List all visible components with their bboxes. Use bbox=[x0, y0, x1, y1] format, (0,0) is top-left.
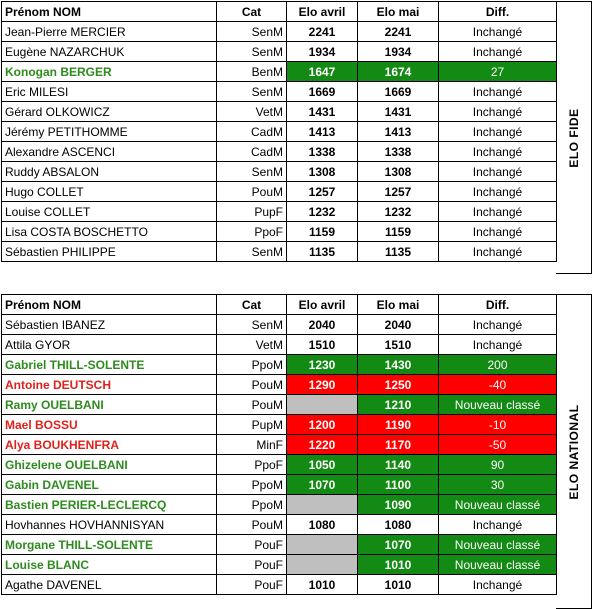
player-name: Agathe DAVENEL bbox=[2, 575, 217, 595]
header-diff: Diff. bbox=[439, 2, 557, 22]
player-category: PpoM bbox=[217, 355, 287, 375]
player-category: PpoM bbox=[217, 475, 287, 495]
player-category: VetM bbox=[217, 102, 287, 122]
elo-avril-value: 1232 bbox=[287, 202, 358, 222]
elo-mai-value: 1080 bbox=[358, 515, 439, 535]
player-category: PouF bbox=[217, 535, 287, 555]
table-row bbox=[2, 435, 557, 455]
player-category: PouM bbox=[217, 182, 287, 202]
player-name: Ruddy ABSALON bbox=[2, 162, 217, 182]
table-row bbox=[2, 142, 557, 162]
table-row bbox=[2, 355, 557, 375]
player-name: Morgane THILL-SOLENTE bbox=[2, 535, 217, 555]
player-name: Louise COLLET bbox=[2, 202, 217, 222]
elo-avril-value: 2241 bbox=[287, 22, 358, 42]
elo-mai-value: 1338 bbox=[358, 142, 439, 162]
elo-avril-value: 1200 bbox=[287, 415, 358, 435]
elo-mai-value: 2241 bbox=[358, 22, 439, 42]
player-name: Ghizelene OUELBANI bbox=[2, 455, 217, 475]
elo-avril-value: 1050 bbox=[287, 455, 358, 475]
elo-diff-value: Inchangé bbox=[439, 182, 557, 202]
elo-mai-value: 1010 bbox=[358, 575, 439, 595]
table-row bbox=[2, 555, 557, 575]
player-name: Attila GYOR bbox=[2, 335, 217, 355]
header-diff: Diff. bbox=[439, 295, 557, 315]
table-row bbox=[2, 242, 557, 262]
table-row bbox=[2, 495, 557, 515]
elo-mai-value: 1674 bbox=[358, 62, 439, 82]
player-name: Hovhannes HOVHANNISYAN bbox=[2, 515, 217, 535]
elo-avril-value: 1159 bbox=[287, 222, 358, 242]
player-name: Alya BOUKHENFRA bbox=[2, 435, 217, 455]
table-row bbox=[2, 22, 557, 42]
header-name: Prénom NOM bbox=[2, 2, 217, 22]
elo-avril-value bbox=[287, 395, 358, 415]
elo-mai-value: 1170 bbox=[358, 435, 439, 455]
elo-avril-value: 1135 bbox=[287, 242, 358, 262]
table-row bbox=[2, 395, 557, 415]
elo-avril-value: 1413 bbox=[287, 122, 358, 142]
player-category: VetM bbox=[217, 335, 287, 355]
elo-avril-value: 1070 bbox=[287, 475, 358, 495]
elo-avril-value: 1510 bbox=[287, 335, 358, 355]
player-name: Gabin DAVENEL bbox=[2, 475, 217, 495]
player-category: CadM bbox=[217, 142, 287, 162]
player-name: Ramy OUELBANI bbox=[2, 395, 217, 415]
table-row bbox=[2, 122, 557, 142]
elo-diff-value: Inchangé bbox=[439, 202, 557, 222]
elo-avril-value: 1647 bbox=[287, 62, 358, 82]
player-name: Bastien PERIER-LECLERCQ bbox=[2, 495, 217, 515]
header-elo-mai: Elo mai bbox=[358, 295, 439, 315]
elo-avril-value bbox=[287, 495, 358, 515]
elo-national-section bbox=[1, 294, 557, 595]
elo-diff-value: Inchangé bbox=[439, 515, 557, 535]
table-row bbox=[2, 315, 557, 335]
elo-mai-value: 1210 bbox=[358, 395, 439, 415]
header-elo-mai: Elo mai bbox=[358, 2, 439, 22]
elo-diff-value: 200 bbox=[439, 355, 557, 375]
table-header-row bbox=[2, 295, 557, 315]
player-name: Louise BLANC bbox=[2, 555, 217, 575]
elo-diff-value: 30 bbox=[439, 475, 557, 495]
elo-fide-table bbox=[1, 1, 557, 262]
elo-avril-value: 1934 bbox=[287, 42, 358, 62]
header-elo-avril: Elo avril bbox=[287, 2, 358, 22]
elo-mai-value: 1431 bbox=[358, 102, 439, 122]
elo-fide-side-panel bbox=[556, 1, 592, 274]
elo-mai-value: 1100 bbox=[358, 475, 439, 495]
elo-avril-value: 1010 bbox=[287, 575, 358, 595]
elo-national-table bbox=[1, 294, 557, 595]
elo-mai-value: 1090 bbox=[358, 495, 439, 515]
elo-diff-value: -10 bbox=[439, 415, 557, 435]
table-row bbox=[2, 202, 557, 222]
table-row bbox=[2, 82, 557, 102]
elo-national-side-panel bbox=[556, 294, 592, 609]
elo-avril-value: 2040 bbox=[287, 315, 358, 335]
elo-mai-value: 1190 bbox=[358, 415, 439, 435]
elo-diff-value: 90 bbox=[439, 455, 557, 475]
player-name: Jean-Pierre MERCIER bbox=[2, 22, 217, 42]
elo-mai-value: 1430 bbox=[358, 355, 439, 375]
player-category: SenM bbox=[217, 315, 287, 335]
table-row bbox=[2, 335, 557, 355]
player-name: Jérémy PETITHOMME bbox=[2, 122, 217, 142]
player-name: Alexandre ASCENCI bbox=[2, 142, 217, 162]
elo-mai-value: 1010 bbox=[358, 555, 439, 575]
player-name: Sébastien PHILIPPE bbox=[2, 242, 217, 262]
player-category: SenM bbox=[217, 22, 287, 42]
elo-fide-section bbox=[1, 1, 557, 262]
elo-mai-value: 2040 bbox=[358, 315, 439, 335]
table-row bbox=[2, 62, 557, 82]
elo-avril-value bbox=[287, 535, 358, 555]
elo-diff-value: Inchangé bbox=[439, 122, 557, 142]
player-category: PouM bbox=[217, 515, 287, 535]
player-name: Sébastien IBANEZ bbox=[2, 315, 217, 335]
elo-avril-value: 1290 bbox=[287, 375, 358, 395]
elo-diff-value: Inchangé bbox=[439, 142, 557, 162]
elo-mai-value: 1413 bbox=[358, 122, 439, 142]
player-name: Konogan BERGER bbox=[2, 62, 217, 82]
elo-avril-value: 1220 bbox=[287, 435, 358, 455]
table-row bbox=[2, 42, 557, 62]
player-category: SenM bbox=[217, 162, 287, 182]
player-category: PouF bbox=[217, 555, 287, 575]
table-row bbox=[2, 162, 557, 182]
player-category: SenM bbox=[217, 42, 287, 62]
elo-diff-value: -40 bbox=[439, 375, 557, 395]
elo-mai-value: 1257 bbox=[358, 182, 439, 202]
player-name: Hugo COLLET bbox=[2, 182, 217, 202]
player-category: PupM bbox=[217, 415, 287, 435]
player-name: Eric MILESI bbox=[2, 82, 217, 102]
player-name: Mael BOSSU bbox=[2, 415, 217, 435]
player-category: PouM bbox=[217, 375, 287, 395]
player-name: Lisa COSTA BOSCHETTO bbox=[2, 222, 217, 242]
player-category: PupF bbox=[217, 202, 287, 222]
elo-diff-value: Nouveau classé bbox=[439, 535, 557, 555]
player-category: PouF bbox=[217, 575, 287, 595]
elo-mai-value: 1140 bbox=[358, 455, 439, 475]
elo-diff-value: Inchangé bbox=[439, 315, 557, 335]
player-category: BenM bbox=[217, 62, 287, 82]
elo-avril-value: 1257 bbox=[287, 182, 358, 202]
elo-mai-value: 1232 bbox=[358, 202, 439, 222]
elo-mai-value: 1250 bbox=[358, 375, 439, 395]
elo-diff-value: Inchangé bbox=[439, 82, 557, 102]
elo-diff-value: Nouveau classé bbox=[439, 395, 557, 415]
elo-avril-value: 1080 bbox=[287, 515, 358, 535]
elo-avril-value: 1669 bbox=[287, 82, 358, 102]
elo-mai-value: 1510 bbox=[358, 335, 439, 355]
elo-mai-value: 1308 bbox=[358, 162, 439, 182]
player-category: CadM bbox=[217, 122, 287, 142]
player-name: Antoine DEUTSCH bbox=[2, 375, 217, 395]
table-row bbox=[2, 475, 557, 495]
elo-avril-value: 1230 bbox=[287, 355, 358, 375]
player-category: PouM bbox=[217, 395, 287, 415]
player-category: SenM bbox=[217, 242, 287, 262]
elo-fide-label: ELO FIDE bbox=[566, 107, 581, 168]
header-name: Prénom NOM bbox=[2, 295, 217, 315]
elo-diff-value: Inchangé bbox=[439, 335, 557, 355]
elo-diff-value: Inchangé bbox=[439, 162, 557, 182]
table-row bbox=[2, 222, 557, 242]
elo-diff-value: Inchangé bbox=[439, 22, 557, 42]
elo-diff-value: Inchangé bbox=[439, 575, 557, 595]
elo-avril-value: 1431 bbox=[287, 102, 358, 122]
header-elo-avril: Elo avril bbox=[287, 295, 358, 315]
elo-mai-value: 1135 bbox=[358, 242, 439, 262]
elo-mai-value: 1934 bbox=[358, 42, 439, 62]
player-name: Eugène NAZARCHUK bbox=[2, 42, 217, 62]
elo-diff-value: Nouveau classé bbox=[439, 495, 557, 515]
elo-mai-value: 1070 bbox=[358, 535, 439, 555]
player-category: PpoF bbox=[217, 455, 287, 475]
elo-diff-value: -50 bbox=[439, 435, 557, 455]
player-name: Gérard OLKOWICZ bbox=[2, 102, 217, 122]
player-category: PpoM bbox=[217, 495, 287, 515]
player-category: SenM bbox=[217, 82, 287, 102]
player-category: MinF bbox=[217, 435, 287, 455]
elo-diff-value: Nouveau classé bbox=[439, 555, 557, 575]
elo-diff-value: Inchangé bbox=[439, 102, 557, 122]
table-row bbox=[2, 102, 557, 122]
table-row bbox=[2, 415, 557, 435]
elo-diff-value: Inchangé bbox=[439, 242, 557, 262]
elo-national-label: ELO NATIONAL bbox=[566, 403, 581, 500]
elo-avril-value: 1338 bbox=[287, 142, 358, 162]
table-row bbox=[2, 535, 557, 555]
elo-mai-value: 1159 bbox=[358, 222, 439, 242]
player-name: Gabriel THILL-SOLENTE bbox=[2, 355, 217, 375]
table-header-row bbox=[2, 2, 557, 22]
table-row bbox=[2, 455, 557, 475]
elo-diff-value: Inchangé bbox=[439, 222, 557, 242]
table-row bbox=[2, 515, 557, 535]
header-cat: Cat bbox=[217, 2, 287, 22]
elo-avril-value: 1308 bbox=[287, 162, 358, 182]
elo-mai-value: 1669 bbox=[358, 82, 439, 102]
elo-diff-value: 27 bbox=[439, 62, 557, 82]
table-row bbox=[2, 375, 557, 395]
header-cat: Cat bbox=[217, 295, 287, 315]
table-row bbox=[2, 182, 557, 202]
elo-diff-value: Inchangé bbox=[439, 42, 557, 62]
elo-avril-value bbox=[287, 555, 358, 575]
player-category: PpoF bbox=[217, 222, 287, 242]
table-row bbox=[2, 575, 557, 595]
